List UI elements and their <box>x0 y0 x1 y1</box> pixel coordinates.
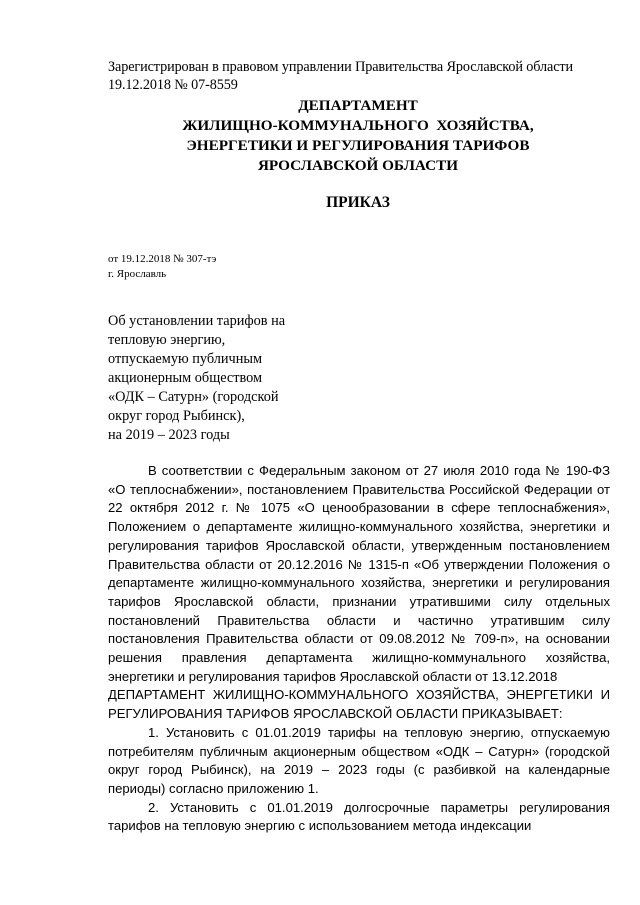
subject-line-5: «ОДК – Сатурн» (городской <box>108 389 279 405</box>
order-title: ПРИКАЗ <box>326 194 390 211</box>
subject-line-1: Об установлении тарифов на <box>108 313 286 329</box>
subject-line-7: на 2019 – 2023 годы <box>108 427 230 443</box>
item-1-paragraph: 1. Установить с 01.01.2019 тарифы на тепловую энергию, отпускаемую потребителям публичным акционерным обществом «ОДК – Сатурн» (городской округ город Рыбинск), на 2019 – 2023 годы (с разбивкой на календарные периоды) согласно приложению 1. <box>108 724 610 796</box>
order-subject <box>108 312 308 445</box>
department-header <box>108 96 608 176</box>
department-line-2: ЖИЛИЩНО-КОММУНАЛЬНОГО ХОЗЯЙСТВА, <box>182 117 534 134</box>
preamble-paragraph: В соответствии с Федеральным законом от 27 июля 2010 года № 190-ФЗ «О теплоснабжении», постановлением Правительства Российской Федерации от 22 октября 2012 г. № 1075 «О ценообразовании в сфере теплоснабжения», Положением о департаменте жилищно-коммунального хозяйства, энергетики и регулирования тарифов Ярославской области, утвержденным постановлением Правительства области от 20.12.2016 № 1315-п «Об утверждении Положения о департаменте жилищно-коммунального хозяйства, энергетики и регулирования тарифов Ярославской области, признании утратившими силу отдельных постановлений Правительства области и частично утратившим силу постановления Правительства области от 09.08.2012 № 709-п», на основании решения правления департамента жилищно-коммунального хозяйства, энергетики и регулирования тарифов Ярославской области от 13.12.2018 <box>108 463 610 684</box>
department-line-3: ЭНЕРГЕТИКИ И РЕГУЛИРОВАНИЯ ТАРИФОВ <box>186 137 530 154</box>
item-2-paragraph: 2. Установить с 01.01.2019 долгосрочные параметры регулирования тарифов на тепловую энергию с использованием метода индексации <box>108 799 610 834</box>
subject-line-2: тепловую энергию, <box>108 332 226 348</box>
order-date-number: от 19.12.2018 № 307-тэ <box>108 253 217 265</box>
registration-note <box>108 58 608 94</box>
order-city: г. Ярославль <box>108 268 167 280</box>
subject-line-6: округ город Рыбинск), <box>108 408 245 424</box>
order-meta <box>108 252 216 282</box>
subject-line-4: акционерным обществом <box>108 370 263 386</box>
decree-paragraph: ДЕПАРТАМЕНТ ЖИЛИЩНО-КОММУНАЛЬНОГО ХОЗЯЙСТВА, ЭНЕРГЕТИКИ И РЕГУЛИРОВАНИЯ ТАРИФОВ ЯРОСЛАВСКОЙ ОБЛАСТИ ПРИКАЗЫВАЕТ: <box>108 687 610 722</box>
subject-line-3: отпускаемую публичным <box>108 351 263 367</box>
order-body <box>108 462 610 836</box>
department-line-4: ЯРОСЛАВСКОЙ ОБЛАСТИ <box>257 157 459 174</box>
department-line-1: ДЕПАРТАМЕНТ <box>298 97 418 114</box>
registration-line-2: 19.12.2018 № 07-8559 <box>108 77 238 93</box>
registration-line-1: Зарегистрирован в правовом управлении Правительства Ярославской области <box>108 59 574 75</box>
